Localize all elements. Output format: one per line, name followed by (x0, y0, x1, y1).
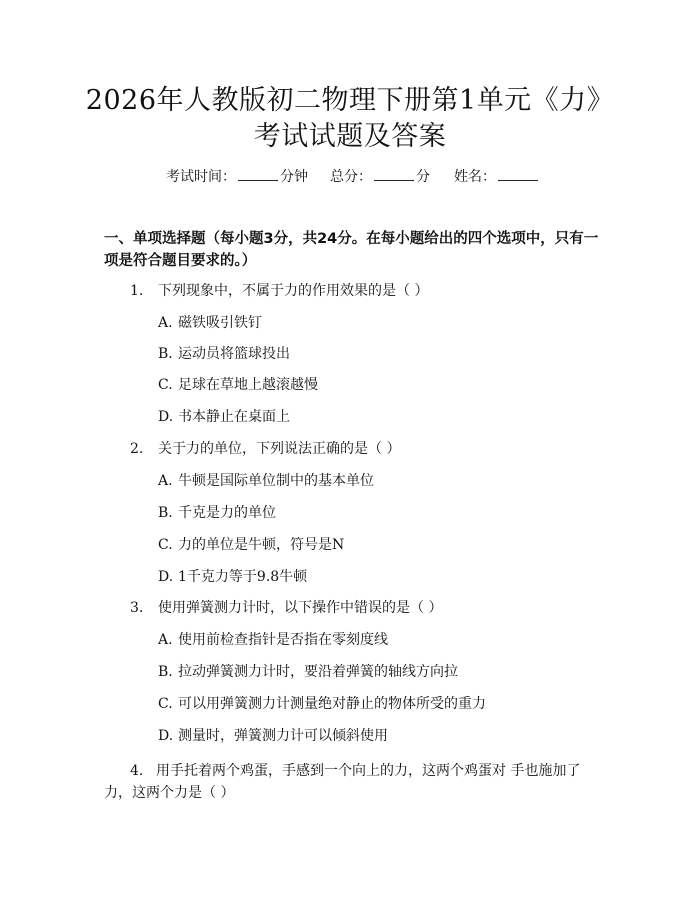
student-name-field (454, 167, 540, 187)
option-2d (158, 567, 307, 587)
total-score-blank (374, 167, 414, 181)
option-3b (158, 662, 458, 682)
option-letter: A. (158, 473, 173, 489)
question-1 (130, 281, 428, 301)
option-3c (158, 694, 486, 714)
question-number: 4. (130, 763, 144, 779)
option-1b (158, 344, 290, 364)
option-letter: A. (158, 632, 173, 648)
option-letter: D. (158, 569, 174, 585)
option-letter: B. (158, 664, 173, 680)
option-text: 牛顿是国际单位制中的基本单位 (178, 473, 374, 489)
option-text: 使用前检查指针是否指在零刻度线 (178, 632, 388, 648)
option-text: 运动员将篮球投出 (178, 346, 290, 362)
option-1d (158, 407, 290, 427)
option-text: 力的单位是牛顿，符号是N (178, 537, 345, 553)
option-letter: B. (158, 505, 173, 521)
option-letter: B. (158, 346, 173, 362)
exam-time-field (166, 167, 308, 187)
option-letter: C. (158, 696, 173, 712)
question-3 (130, 598, 442, 618)
student-name-blank (498, 167, 538, 181)
option-text: 千克是力的单位 (178, 505, 276, 521)
option-letter: D. (158, 728, 174, 744)
option-letter: C. (158, 377, 173, 393)
total-score-unit: 分 (416, 169, 430, 185)
student-name-label: 姓名： (454, 169, 496, 185)
option-2b (158, 503, 276, 523)
option-letter: D. (158, 409, 174, 425)
exam-time-label: 考试时间： (166, 169, 236, 185)
option-2c (158, 535, 344, 555)
option-1c (158, 375, 318, 395)
total-score-field (330, 167, 430, 187)
total-score-label: 总分： (330, 169, 372, 185)
exam-title-line-2: 考试试题及答案 (253, 121, 447, 152)
option-text: 磁铁吸引铁钉 (178, 315, 262, 331)
option-text: 足球在草地上越滚越慢 (178, 377, 318, 393)
question-text: 用手托着两个鸡蛋，手感到一个向上的力，这两个鸡蛋对 手也施加了力，这两个力是（ ） (104, 763, 581, 801)
option-text: 拉动弹簧测力计时，要沿着弹簧的轴线方向拉 (178, 664, 458, 680)
exam-time-blank (238, 167, 278, 181)
question-text: 下列现象中，不属于力的作用效果的是（ ） (158, 283, 429, 299)
option-1a (158, 313, 262, 333)
question-number: 3. (130, 600, 144, 616)
question-text: 关于力的单位，下列说法正确的是（ ） (158, 441, 401, 457)
question-number: 1. (130, 283, 144, 299)
question-number: 2. (130, 441, 144, 457)
option-2a (158, 471, 374, 491)
question-4 (104, 760, 604, 804)
option-3a (158, 630, 388, 650)
section-heading-single-choice: 一、单项选择题（每小题3分，共24分。在每小题给出的四个选项中，只有一项是符合题目要求的。） (104, 231, 599, 269)
option-letter: A. (158, 315, 173, 331)
option-letter: C. (158, 537, 173, 553)
exam-time-unit: 分钟 (280, 169, 308, 185)
option-text: 测量时，弹簧测力计可以倾斜使用 (178, 728, 388, 744)
option-text: 1千克力等于9.8牛顿 (178, 569, 308, 585)
option-3d (158, 726, 388, 746)
option-text: 书本静止在桌面上 (178, 409, 290, 425)
exam-title-line-1: 2026年人教版初二物理下册第1单元《力》 (85, 85, 615, 116)
question-text: 使用弹簧测力计时，以下操作中错误的是（ ） (158, 600, 443, 616)
option-text: 可以用弹簧测力计测量绝对静止的物体所受的重力 (178, 696, 486, 712)
question-2 (130, 439, 400, 459)
